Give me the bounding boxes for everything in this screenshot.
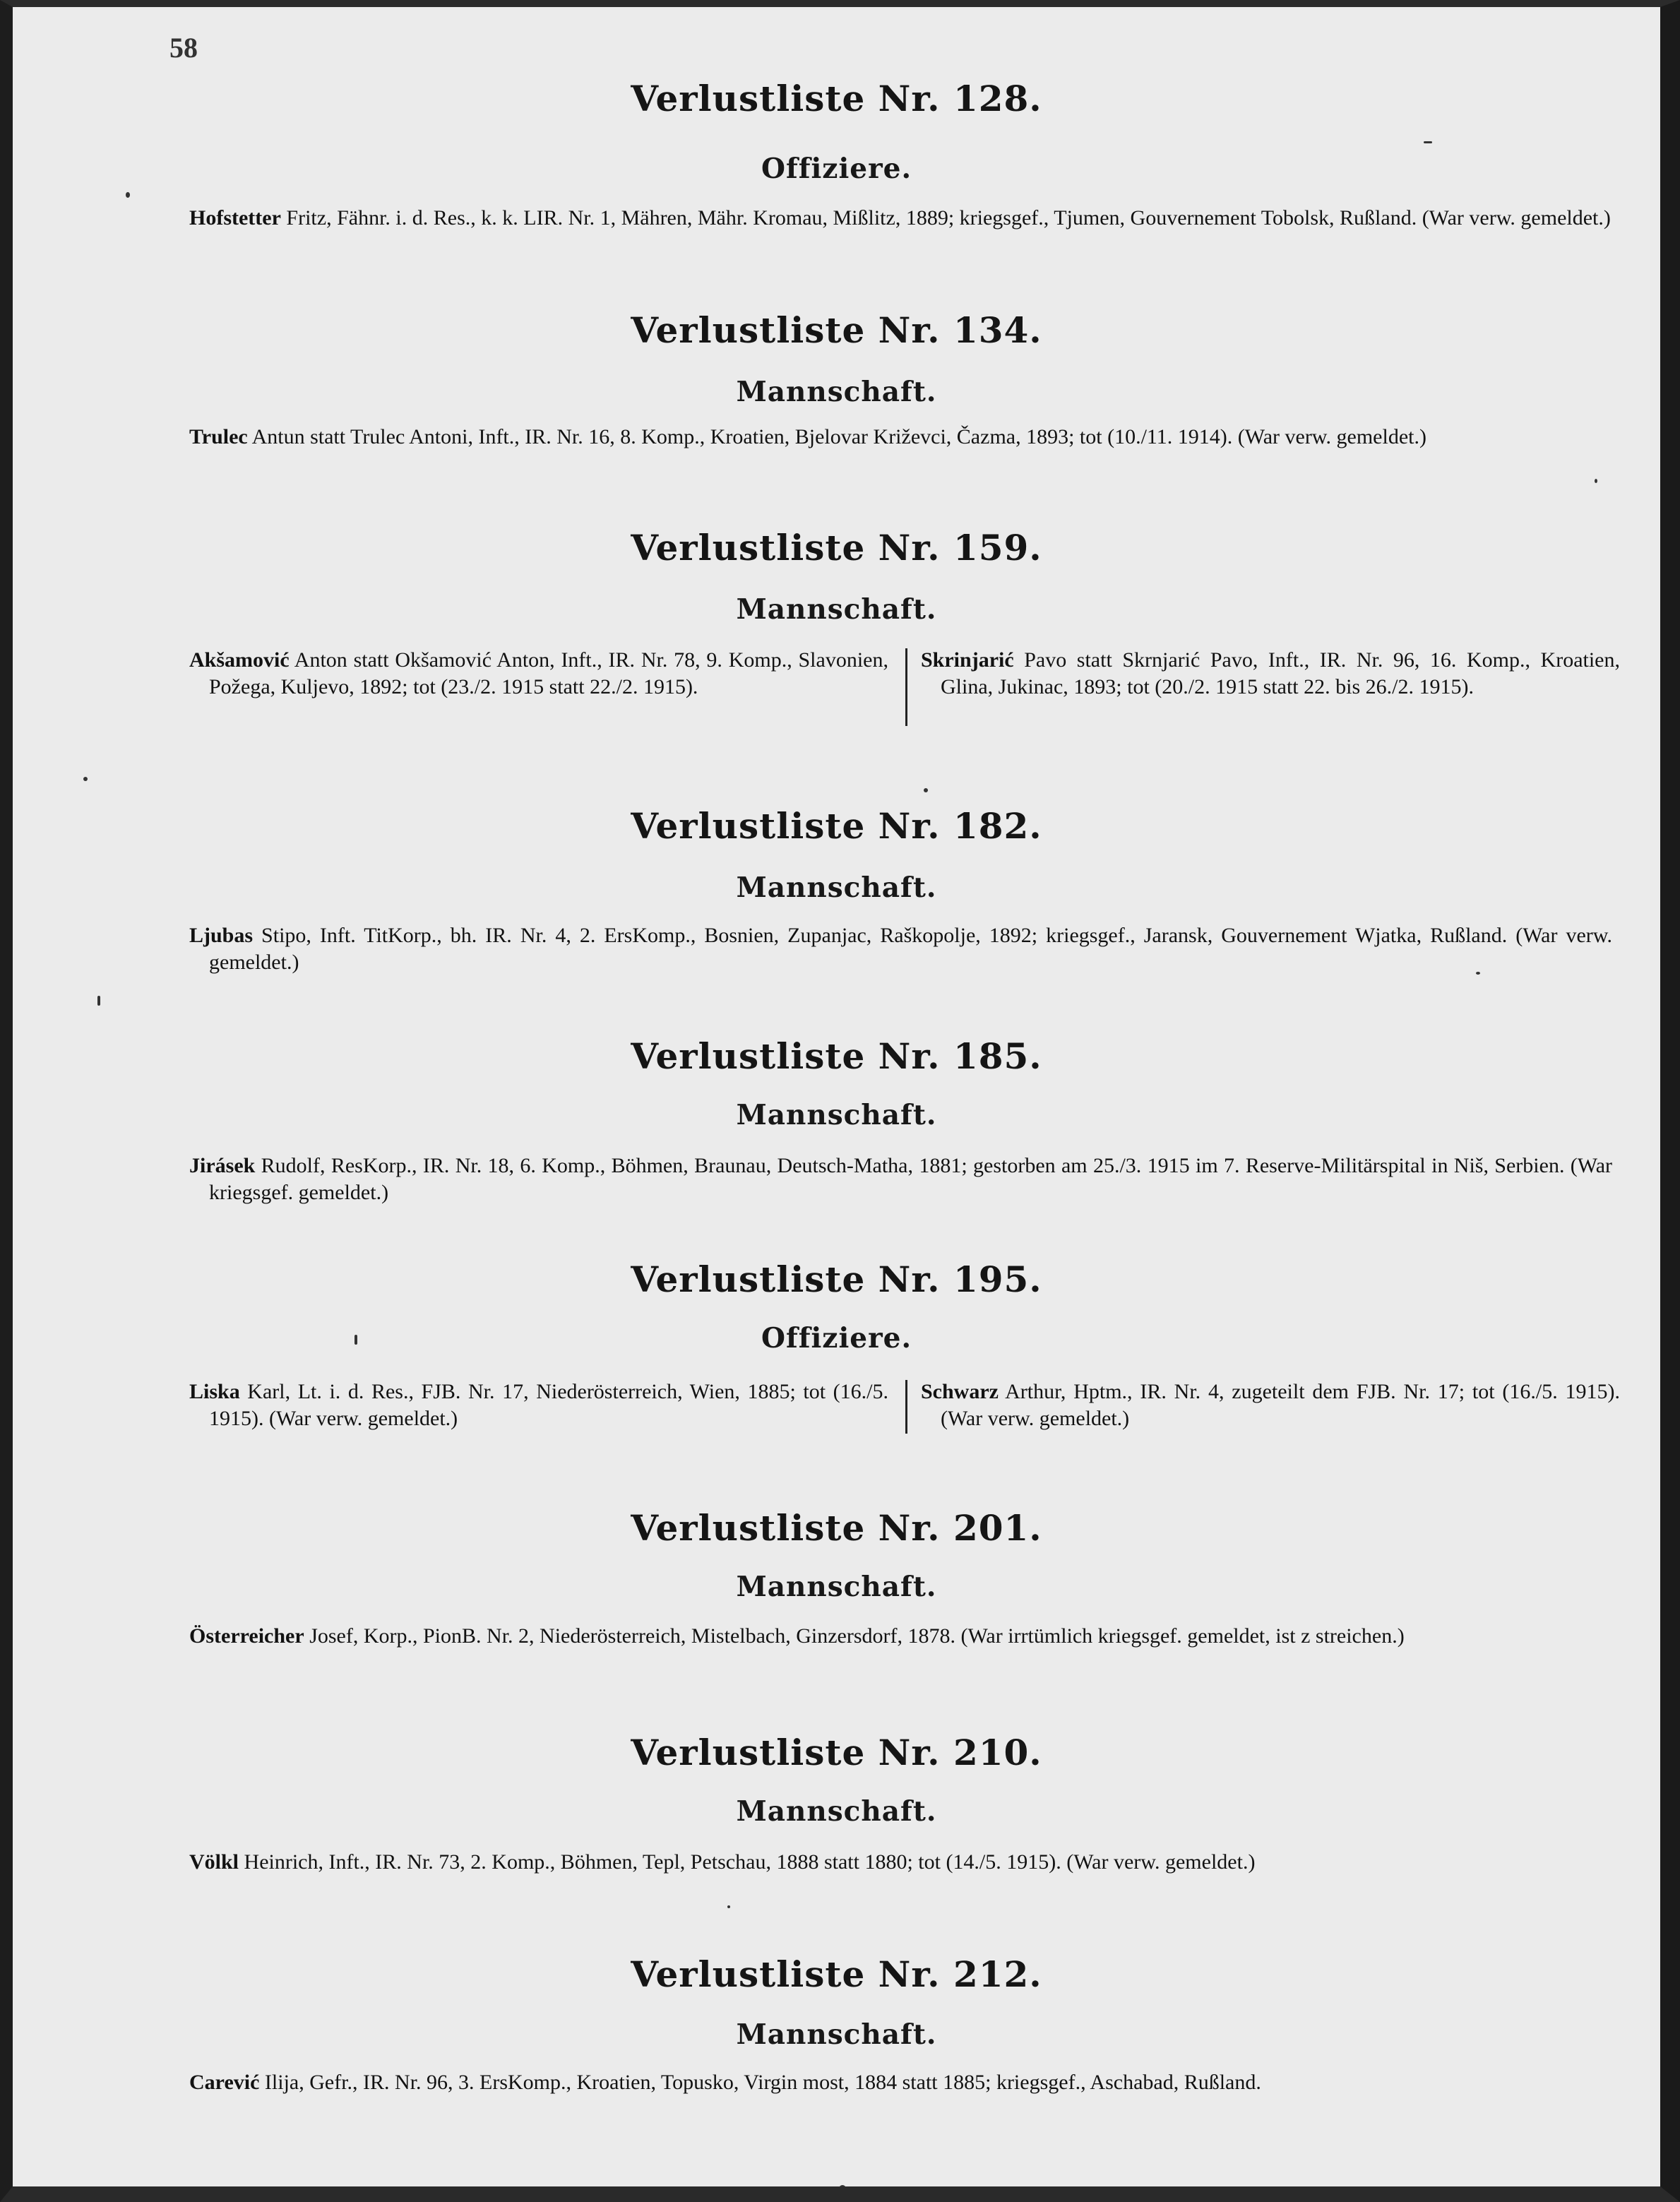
- entry-text: Heinrich, Inft., IR. Nr. 73, 2. Komp., Böhmen, Tepl, Petschau, 1888 statt 1880; tot (14./5. 1915). (War verw. gemeldet.): [239, 1850, 1256, 1874]
- scan-speck: [839, 2185, 846, 2192]
- entry-text: Fritz, Fähnr. i. d. Res., k. k. LIR. Nr. 1, Mähren, Mähr. Kromau, Mißlitz, 1889; kriegsgef., Tjumen, Gouvernement Tobolsk, Rußland. (War verw. gemeldet.): [280, 206, 1611, 230]
- section-heading: Verlustliste Nr. 134.: [631, 309, 1042, 351]
- column-divider: [905, 1380, 907, 1434]
- list-entry-left-column: [189, 647, 888, 701]
- list-entry-right-column: [921, 647, 1620, 701]
- page-number: 58: [169, 32, 198, 64]
- list-entry: [189, 205, 1612, 232]
- scan-speck: [83, 777, 88, 781]
- scan-speck: [355, 1335, 357, 1345]
- list-entry: [189, 1849, 1612, 1876]
- section-category: Mannschaft.: [736, 871, 937, 904]
- section-category: Mannschaft.: [736, 1099, 937, 1131]
- entry-text: Arthur, Hptm., IR. Nr. 4, zugeteilt dem FJB. Nr. 17; tot (16./5. 1915). (War verw. gemeldet.): [941, 1380, 1620, 1430]
- list-entry: [189, 2069, 1612, 2096]
- list-entry-right-column: [921, 1379, 1620, 1432]
- entry-name: Liska: [189, 1380, 240, 1403]
- section-heading: Verlustliste Nr. 201.: [631, 1507, 1042, 1549]
- column-divider: [905, 648, 907, 726]
- entry-name: Carević: [189, 2071, 260, 2094]
- scan-speck: [126, 192, 130, 198]
- section-heading: Verlustliste Nr. 182.: [631, 805, 1042, 847]
- scan-speck: [1424, 141, 1432, 143]
- section-category: Mannschaft.: [736, 593, 937, 626]
- entry-text: Karl, Lt. i. d. Res., FJB. Nr. 17, Niederösterreich, Wien, 1885; tot (16./5. 1915). (War verw. gemeldet.): [209, 1380, 888, 1430]
- entry-text: Antun statt Trulec Antoni, Inft., IR. Nr. 16, 8. Komp., Kroatien, Bjelovar Križevci, Čazma, 1893; tot (10./11. 1914). (War verw. gemeldet.): [247, 425, 1426, 448]
- entry-name: Völkl: [189, 1850, 239, 1874]
- section-category: Offiziere.: [761, 1322, 912, 1355]
- entry-name: Trulec: [189, 425, 248, 448]
- section-heading: Verlustliste Nr. 212.: [631, 1953, 1042, 1995]
- scan-speck: [97, 996, 100, 1006]
- entry-name: Österreicher: [189, 1624, 304, 1648]
- section-heading: Verlustliste Nr. 159.: [631, 527, 1042, 569]
- entry-text: Ilija, Gefr., IR. Nr. 96, 3. ErsKomp., Kroatien, Topusko, Virgin most, 1884 statt 1885; kriegsgef., Aschabad, Rußland.: [259, 2071, 1261, 2094]
- scan-speck: [1476, 972, 1480, 975]
- entry-text: Josef, Korp., PionB. Nr. 2, Niederösterreich, Mistelbach, Ginzersdorf, 1878. (War irrtümlich kriegsgef. gemeldet, ist z streichen.): [304, 1624, 1405, 1648]
- list-entry: [189, 424, 1612, 451]
- section-heading: Verlustliste Nr. 195.: [631, 1258, 1042, 1300]
- entry-text: Rudolf, ResKorp., IR. Nr. 18, 6. Komp., Böhmen, Braunau, Deutsch-Matha, 1881; gestorben am 25./3. 1915 im 7. Reserve-Militärspital in Niš, Serbien. (War kriegsgef. gemeldet.): [209, 1154, 1612, 1204]
- entry-text: Stipo, Inft. TitKorp., bh. IR. Nr. 4, 2. ErsKomp., Bosnien, Zupanjac, Raškopolje, 1892; kriegsgef., Jaransk, Gouvernement Wjatka, Rußland. (War verw. gemeldet.): [209, 924, 1612, 974]
- entry-name: Skrinjarić: [921, 648, 1014, 672]
- section-heading: Verlustliste Nr. 185.: [631, 1035, 1042, 1077]
- scan-speck: [1595, 479, 1597, 483]
- entry-name: Akšamović: [189, 648, 290, 672]
- entry-name: Jirásek: [189, 1154, 256, 1177]
- section-category: Mannschaft.: [736, 2018, 937, 2051]
- scan-speck: [924, 788, 928, 792]
- entry-name: Ljubas: [189, 924, 254, 947]
- section-heading: Verlustliste Nr. 210.: [631, 1732, 1042, 1773]
- list-entry: [189, 922, 1612, 976]
- entry-text: Pavo statt Skrnjarić Pavo, Inft., IR. Nr. 96, 16. Komp., Kroatien, Glina, Jukinac, 1893; tot (20./2. 1915 statt 22. bis 26./2. 1915).: [941, 648, 1620, 698]
- section-category: Mannschaft.: [736, 1571, 937, 1603]
- section-category: Mannschaft.: [736, 1795, 937, 1828]
- entry-name: Schwarz: [921, 1380, 999, 1403]
- section-category: Mannschaft.: [736, 376, 937, 408]
- section-heading: Verlustliste Nr. 128.: [631, 78, 1042, 119]
- list-entry: [189, 1623, 1612, 1650]
- section-category: Offiziere.: [761, 153, 912, 185]
- entry-name: Hofstetter: [189, 206, 281, 230]
- list-entry: [189, 1153, 1612, 1206]
- scan-speck: [727, 1905, 730, 1908]
- entry-text: Anton statt Okšamović Anton, Inft., IR. Nr. 78, 9. Komp., Slavonien, Požega, Kuljevo, 1892; tot (23./2. 1915 statt 22./2. 1915).: [209, 648, 888, 698]
- list-entry-left-column: [189, 1379, 888, 1432]
